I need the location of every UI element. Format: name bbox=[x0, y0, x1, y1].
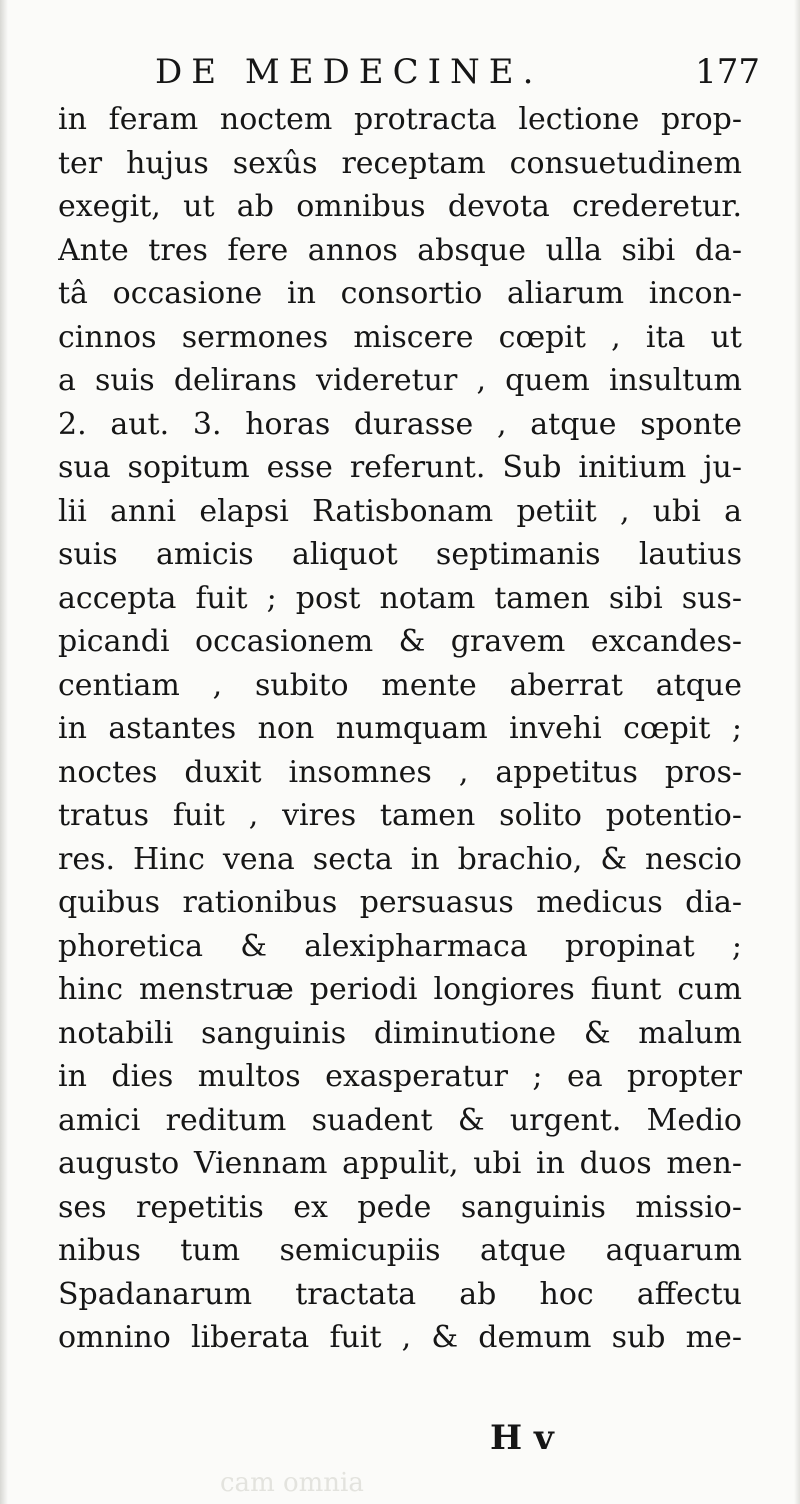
text-line: cinnos sermones miscere cœpit , ita ut bbox=[58, 319, 742, 355]
text-line: augusto Viennam appulit, ubi in duos men- bbox=[58, 1146, 742, 1181]
catchword: H v bbox=[490, 1418, 554, 1458]
text-line: suis amicis aliquot septimanis lautius bbox=[58, 537, 742, 572]
text-line: exegit, ut ab omnibus devota crederetur. bbox=[58, 189, 742, 224]
text-line: Ante tres fere annos absque ulla sibi da- bbox=[58, 232, 742, 268]
text-line: ses repetitis ex pede sanguinis missio- bbox=[58, 1189, 742, 1225]
text-line: picandi occasionem & gravem excandes- bbox=[58, 624, 742, 659]
text-line: in feram noctem protracta lectione prop- bbox=[58, 102, 742, 137]
text-line: accepta fuit ; post notam tamen sibi sus- bbox=[58, 580, 742, 616]
text-line: omnino liberata fuit , & demum sub me- bbox=[58, 1320, 742, 1355]
running-title: DE MEDECINE. bbox=[155, 52, 543, 92]
text-line: in dies multos exasperatur ; ea propter bbox=[58, 1059, 742, 1094]
text-line: lii anni elapsi Ratisbonam petiit , ubi a bbox=[58, 493, 742, 529]
text-line: sua sopitum esse referunt. Sub initium ju- bbox=[58, 450, 742, 485]
page-number: 177 bbox=[695, 52, 760, 92]
scan-edge-left bbox=[0, 0, 8, 1504]
running-head bbox=[60, 52, 760, 102]
text-line: ter hujus sexûs receptam consuetudinem bbox=[58, 145, 742, 181]
text-line: nibus tum semicupiis atque aquarum bbox=[58, 1233, 742, 1268]
text-line: in astantes non numquam invehi cœpit ; bbox=[58, 711, 742, 746]
text-line: 2. aut. 3. horas durasse , atque sponte bbox=[58, 406, 742, 442]
text-line: notabili sanguinis diminutione & malum bbox=[58, 1015, 742, 1051]
text-line: noctes duxit insomnes , appetitus pros- bbox=[58, 754, 742, 790]
text-line: a suis delirans videretur , quem insultum bbox=[58, 363, 742, 398]
body-text bbox=[58, 98, 742, 1360]
text-line: tratus fuit , vires tamen solito potentio- bbox=[58, 798, 742, 833]
text-line: hinc menstruæ periodi longiores fiunt cum bbox=[58, 972, 742, 1007]
scan-edge-right bbox=[794, 0, 800, 1504]
text-line: amici reditum suadent & urgent. Medio bbox=[58, 1102, 742, 1138]
text-line: tâ occasione in consortio aliarum incon- bbox=[58, 276, 742, 311]
text-line: quibus rationibus persuasus medicus dia- bbox=[58, 885, 742, 920]
text-line: phoretica & alexipharmaca propinat ; bbox=[58, 928, 742, 964]
text-line: res. Hinc vena secta in brachio, & nescio bbox=[58, 841, 742, 877]
text-line: Spadanarum tractata ab hoc affectu bbox=[58, 1276, 742, 1312]
text-line: centiam , subito mente aberrat atque bbox=[58, 667, 742, 703]
show-through-text: cam omnia bbox=[220, 1468, 364, 1498]
